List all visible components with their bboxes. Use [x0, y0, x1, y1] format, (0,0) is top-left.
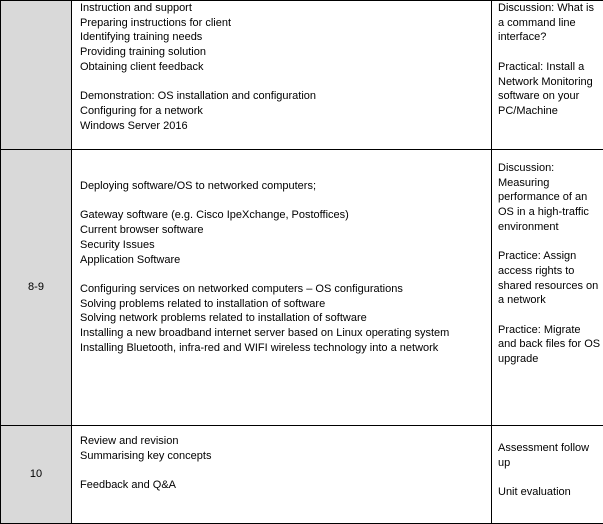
activity-line: Network Monitoring [498, 75, 603, 90]
activity-line: PC/Machine [498, 104, 603, 119]
spacer [498, 45, 603, 60]
table-row [1, 1, 603, 150]
activity-line: Practical: Install a [498, 60, 603, 75]
spacer [80, 463, 491, 478]
content-line: Deploying software/OS to networked computers; [80, 179, 491, 194]
table-row [1, 150, 603, 426]
activity-line: Practice: Migrate [498, 323, 603, 338]
content-line: Instruction and support [80, 1, 491, 16]
week-cell: 8-9 [1, 150, 72, 426]
content-line: Obtaining client feedback [80, 60, 491, 75]
content-line: Current browser software [80, 223, 491, 238]
content-line: Demonstration: OS installation and configuration [80, 89, 491, 104]
content-cell [72, 426, 492, 524]
activity-line: access rights to [498, 264, 603, 279]
content-line: Windows Server 2016 [80, 119, 491, 134]
content-line: Configuring services on networked computers – OS configurations [80, 282, 491, 297]
content-line: Configuring for a network [80, 104, 491, 119]
content-line: Installing Bluetooth, infra-red and WIFI wireless technology into a network [80, 341, 491, 356]
content-line: Application Software [80, 253, 491, 268]
content-line: Gateway software (e.g. Cisco IpeXchange, Postoffices) [80, 208, 491, 223]
content-line: Installing a new broadband internet server based on Linux operating system [80, 326, 491, 341]
content-line: Providing training solution [80, 45, 491, 60]
activity-line: Measuring [498, 176, 603, 191]
activity-line: Practice: Assign [498, 249, 603, 264]
week-cell: 10 [1, 426, 72, 524]
content-line: Identifying training needs [80, 30, 491, 45]
spacer [80, 75, 491, 90]
activity-line: up [498, 456, 603, 471]
content-line: Security Issues [80, 238, 491, 253]
spacer [498, 235, 603, 250]
table-row [1, 426, 603, 524]
activity-line: shared resources on [498, 279, 603, 294]
activity-line: a network [498, 293, 603, 308]
activity-line: software on your [498, 89, 603, 104]
content-cell [72, 150, 492, 426]
activity-line: Unit evaluation [498, 485, 603, 500]
spacer [80, 267, 491, 282]
activity-line: and back files for OS [498, 337, 603, 352]
activity-line: Discussion: [498, 161, 603, 176]
week-cell [1, 1, 72, 150]
content-line: Solving problems related to installation of software [80, 297, 491, 312]
activity-cell [492, 1, 603, 150]
activity-cell [492, 426, 603, 524]
content-line: Feedback and Q&A [80, 478, 491, 493]
spacer [80, 194, 491, 209]
content-line: Solving network problems related to installation of software [80, 311, 491, 326]
content-line: Review and revision [80, 434, 491, 449]
activity-line: Assessment follow [498, 441, 603, 456]
content-line: Summarising key concepts [80, 449, 491, 464]
activity-cell [492, 150, 603, 426]
spacer [498, 308, 603, 323]
content-cell [72, 1, 492, 150]
spacer [498, 470, 603, 485]
activity-line: interface? [498, 30, 603, 45]
activity-line: Discussion: What is [498, 1, 603, 16]
activity-line: upgrade [498, 352, 603, 367]
activity-line: environment [498, 220, 603, 235]
activity-line: OS in a high-traffic [498, 205, 603, 220]
activity-line: a command line [498, 16, 603, 31]
content-line: Preparing instructions for client [80, 16, 491, 31]
activity-line: performance of an [498, 190, 603, 205]
